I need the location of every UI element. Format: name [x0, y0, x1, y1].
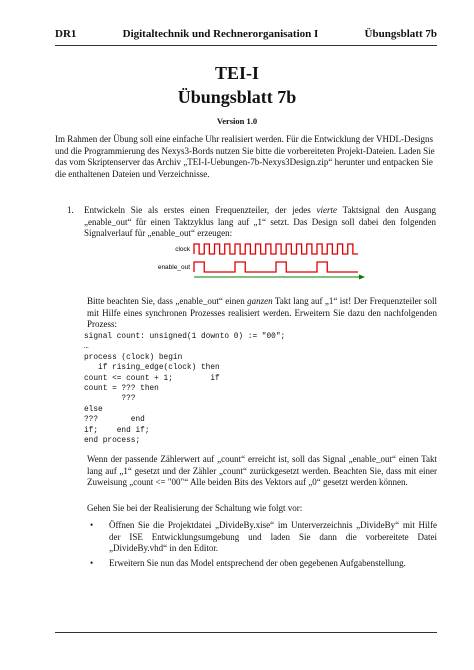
note-text-b: Takt lang auf „1“ ist! Der Frequenzteiler soll mit Hilfe eines synchronen Prozesses realisiert werden. Erweitern Sie dazu den nachfolgenden Prozess:	[87, 296, 437, 330]
note-emphasis: ganzen	[247, 296, 273, 306]
list-item-number: 1.	[67, 205, 74, 215]
task-1-emphasis: vierte	[316, 205, 337, 215]
header-course-code: DR1	[55, 28, 77, 40]
note-text-a: Bitte beachten Sie, dass „enable_out“ einen	[87, 296, 248, 306]
task-1-paragraph	[84, 205, 436, 240]
bullet-text: Öffnen Sie die Projektdatei „DivideBy.xise“ im Unterverzeichnis „DivideBy“ mit Hilfe der ISE Entwicklungsumgebung und laden Sie dann die vorbereitete Datei „DivideBy.vhd“ in den Editor.	[109, 520, 437, 554]
task-1-text-a: Entwickeln Sie als erstes einen Frequenzteiler, der jedes	[84, 205, 317, 215]
intro-paragraph: Im Rahmen der Übung soll eine einfache Uhr realisiert werden. Für die Entwicklung der VHDL-Designs und die Programmierung des Nexys3-Bords nutzen Sie bitte die vorbereiteten Projekt-Dateien. Laden Sie das vom Skriptenserver das Archiv „TEI-I-Uebungen-7b-Nexys3Design.zip“ herunter und entpacken Sie die enthaltenen Dateien und Verzeichnisse.	[55, 134, 435, 179]
bullet-icon: •	[90, 558, 94, 568]
procedure-intro-paragraph: Gehen Sie bei der Realisierung der Schaltung wie folgt vor:	[87, 503, 303, 513]
note-paragraph	[87, 296, 437, 331]
time-axis-arrow	[359, 275, 365, 280]
bullet-text: Erweitern Sie nun das Model entsprechend der oben gegebenen Aufgabenstellung.	[109, 558, 406, 568]
clock-waveform	[194, 244, 358, 254]
footer-rule	[55, 632, 437, 633]
task-1-text-b: Taktsignal den Ausgang „enable_out“ für einen Taktzyklus lang auf „1“ setzt. Das Design soll dabei den folgenden Signalverlauf für „enable_out“ erzeugen:	[84, 205, 436, 239]
document-subtitle: Übungsblatt 7b	[177, 87, 297, 107]
header-rule	[55, 45, 437, 46]
timing-diagram	[150, 240, 370, 282]
page-header	[55, 28, 437, 41]
clock-signal-label: clock	[175, 246, 190, 253]
document-version: Version 1.0	[216, 116, 258, 126]
enable-signal-label: enable_out	[157, 264, 190, 271]
counter-explanation-paragraph: Wenn der passende Zählerwert auf „count“ erreicht ist, soll das Signal „enable_out“ einen Takt lang auf „1“ gesetzt und der Zähler „count“ zurückgesetzt werden. Beachten Sie, dass mit einer Zuweisung „count <= "00"“ Alle beiden Bits des Vektors auf „0“ gesetzt werden können.	[87, 454, 437, 488]
bullet-icon: •	[90, 520, 94, 530]
document-title: TEI-I	[214, 63, 259, 83]
header-course-title: Digitaltechnik und Rechnerorganisation I	[122, 28, 319, 40]
vhdl-code-block: signal count: unsigned(1 downto 0) := "00"; … process (clock) begin if rising_edge(clock) then count <= count + 1; if count = ??? then ??? else ??? end if; end if; end process;	[84, 333, 286, 446]
enable-out-waveform	[194, 262, 358, 272]
header-sheet-title: Übungsblatt 7b	[364, 28, 437, 40]
